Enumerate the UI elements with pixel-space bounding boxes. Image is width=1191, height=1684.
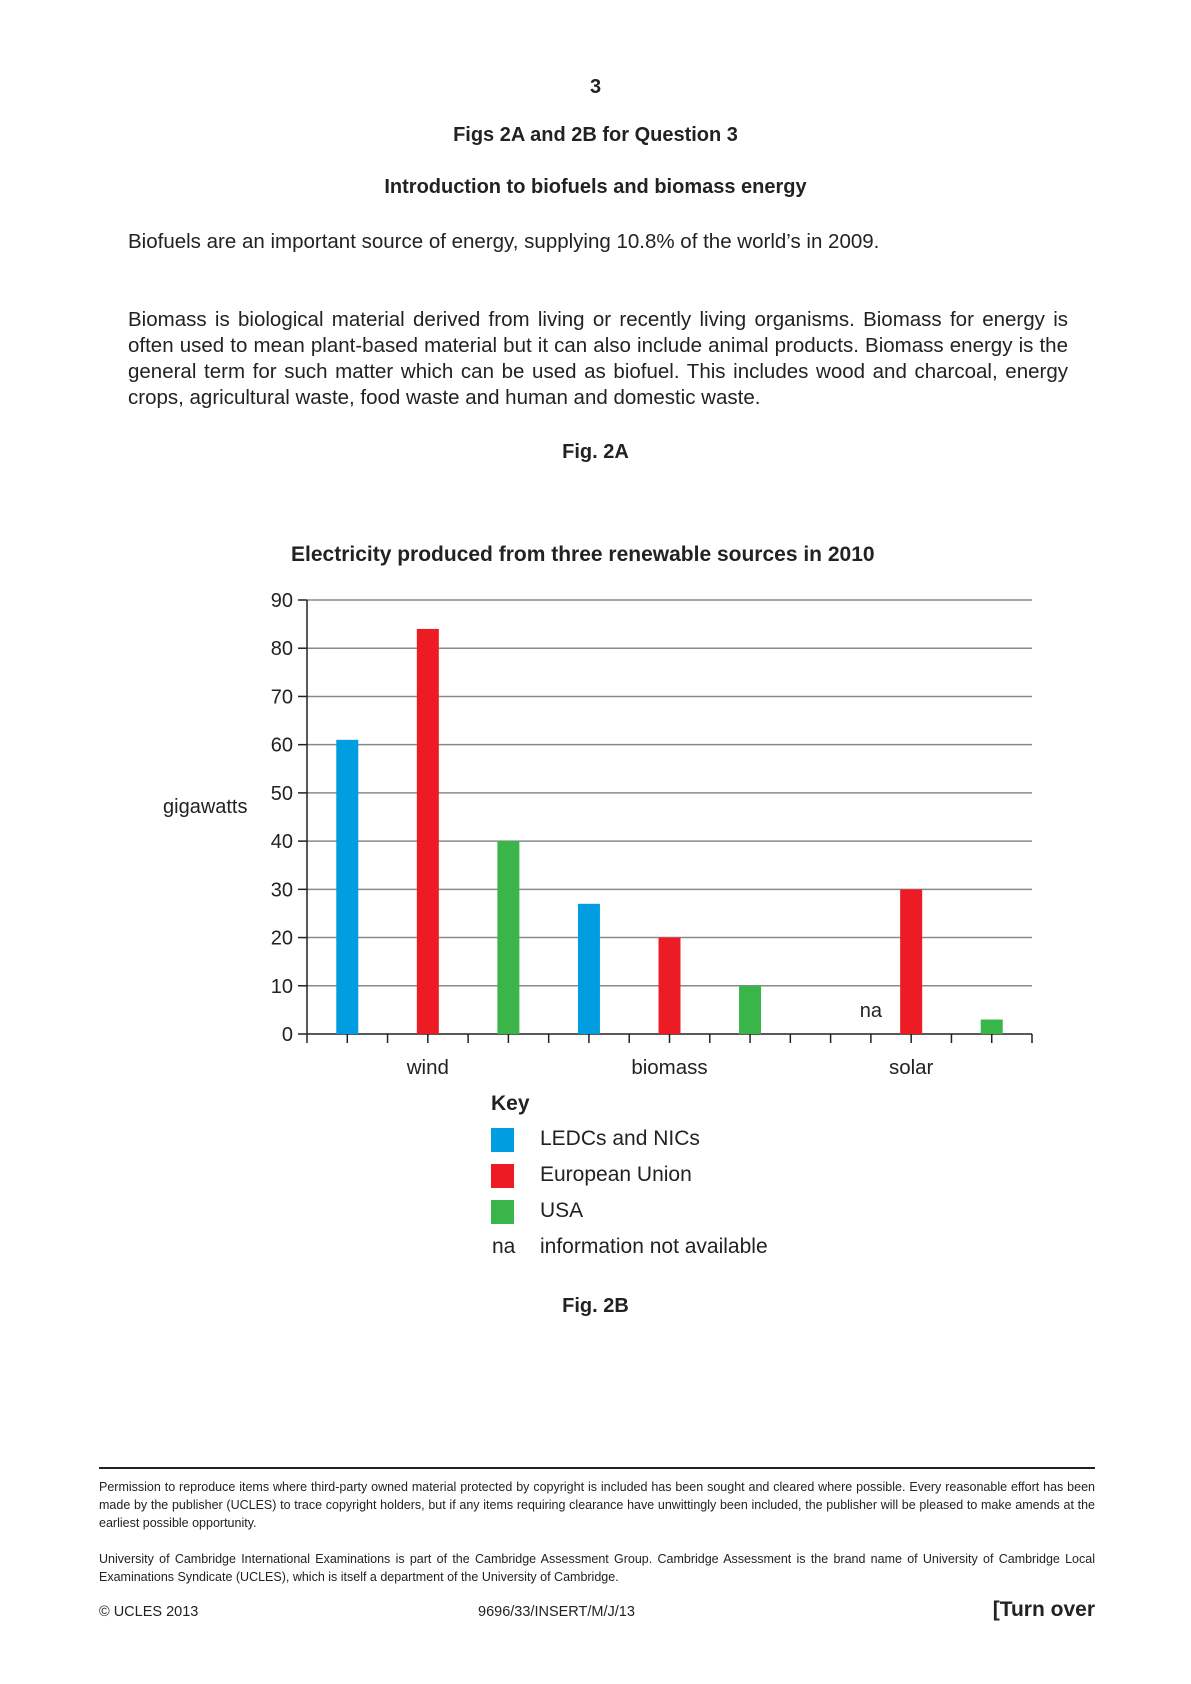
y-tick-label: 90 xyxy=(270,590,293,612)
legend-title: Key xyxy=(491,1092,530,1115)
page-number: 3 xyxy=(589,76,602,98)
legend-label: information not available xyxy=(540,1235,768,1258)
y-tick-label: 0 xyxy=(281,1024,293,1046)
footer-paper-code: 9696/33/INSERT/M/J/13 xyxy=(478,1604,635,1620)
bar-wind-european-union xyxy=(417,629,439,1034)
turn-over-label: [Turn over xyxy=(992,1598,1095,1621)
bar-wind-ledcs-and-nics xyxy=(336,740,358,1034)
y-tick-label: 40 xyxy=(270,831,293,854)
legend-label: European Union xyxy=(540,1163,692,1186)
na-annotation: na xyxy=(859,1000,883,1022)
fig-2b-caption: Fig. 2B xyxy=(562,1295,629,1317)
legend-label: LEDCs and NICs xyxy=(540,1127,700,1150)
x-category-label: wind xyxy=(406,1056,449,1079)
y-tick-label: 30 xyxy=(270,879,293,902)
y-tick-label: 20 xyxy=(270,927,293,950)
footer-divider xyxy=(99,1467,1095,1469)
legend-swatch-red xyxy=(491,1164,514,1188)
chart-title: Electricity produced from three renewable sources in 2010 xyxy=(291,543,875,566)
bar-biomass-european-union xyxy=(659,938,681,1034)
y-tick-label: 50 xyxy=(270,782,293,805)
legend-label: USA xyxy=(540,1199,584,1222)
x-category-label: solar xyxy=(888,1056,934,1079)
fig-2a-caption: Fig. 2A xyxy=(562,441,629,463)
bar-solar-usa xyxy=(981,1020,1003,1034)
legend-na-symbol: na xyxy=(492,1235,516,1258)
legend-swatch-blue xyxy=(491,1128,514,1152)
y-tick-label: 80 xyxy=(270,638,293,661)
paragraph-biofuels: Biofuels are an important source of energy, supplying 10.8% of the world’s in 2009. xyxy=(128,230,880,253)
figs-heading: Figs 2A and 2B for Question 3 xyxy=(453,124,738,146)
bar-biomass-usa xyxy=(739,986,761,1034)
y-tick-label: 70 xyxy=(270,686,293,709)
legend-swatch-green xyxy=(491,1200,514,1224)
footer-permission-text: Permission to reproduce items where third-party owned material protected by copyright is included has been sought and cleared where possible. Every reasonable effort has been made by the publisher (UCLES) to trace copyright holders, but if any items requiring clearance have unwittingly been included, the publisher will be pleased to make amends at the earliest possible opportunity. xyxy=(99,1480,1095,1530)
footer-ucles-text: University of Cambridge International Examinations is part of the Cambridge Assessment Group. Cambridge Assessment is the brand name of University of Cambridge Local Examinations Syndicate (UCLES), which is itself a department of the University of Cambridge. xyxy=(99,1552,1095,1584)
y-tick-label: 60 xyxy=(270,734,293,757)
bar-wind-usa xyxy=(497,841,519,1034)
bar-biomass-ledcs-and-nics xyxy=(578,904,600,1034)
paragraph-biomass: Biomass is biological material derived from living or recently living organisms. Biomass for energy is often used to mean plant-based material but it can also include animal products. Biomass energy is the general term for such matter which can be used as biofuel. This includes wood and charcoal, energy crops, agricultural waste, food waste and human and domestic waste. xyxy=(128,308,1068,409)
y-axis-label: gigawatts xyxy=(163,796,248,818)
bar-solar-european-union xyxy=(900,889,922,1034)
y-tick-label: 10 xyxy=(270,975,293,998)
x-category-label: biomass xyxy=(631,1056,708,1079)
section-heading: Introduction to biofuels and biomass energy xyxy=(384,176,807,198)
footer-copyright: © UCLES 2013 xyxy=(99,1604,199,1620)
